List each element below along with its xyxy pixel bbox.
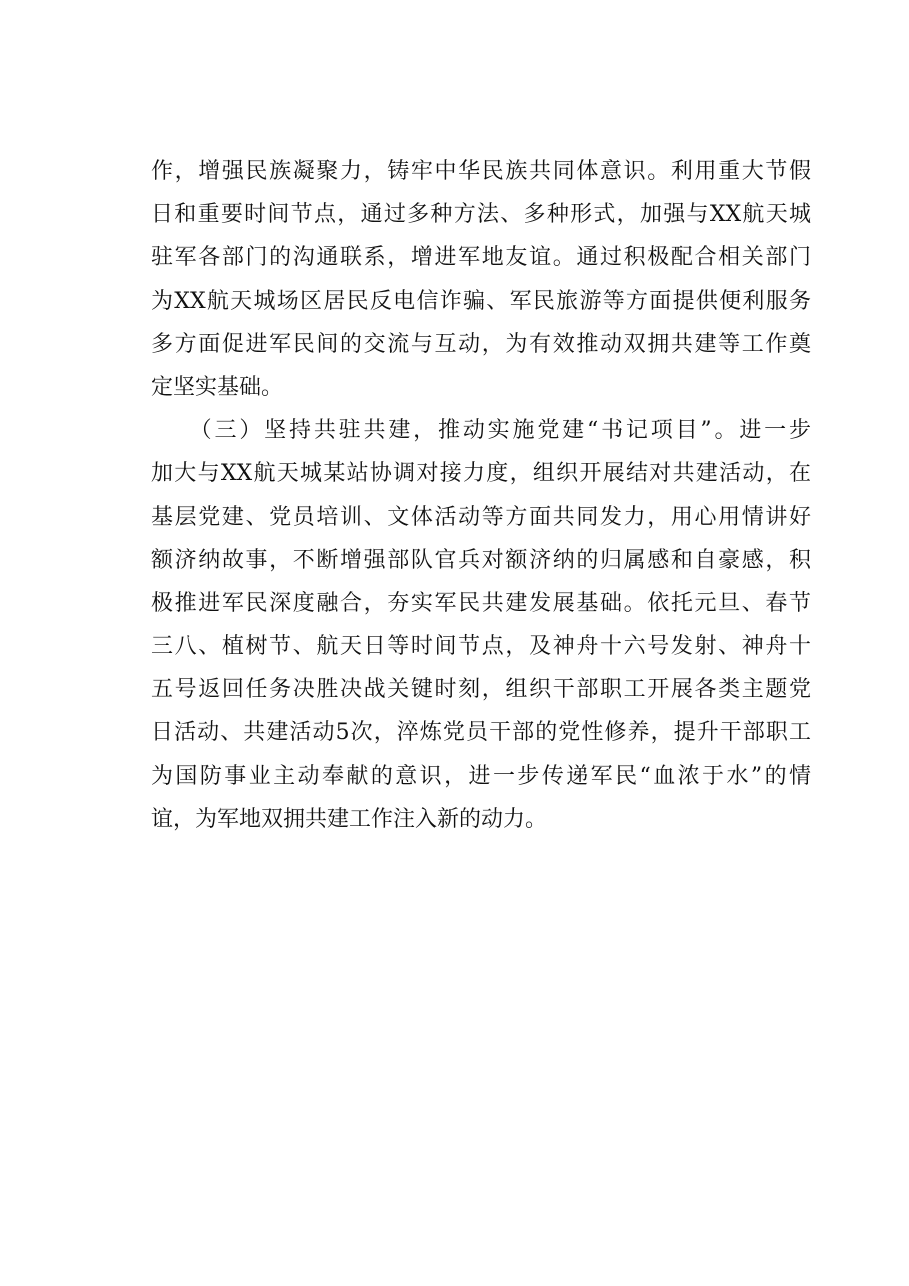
text-line: 为XX航天城场区居民反电信诈骗、军民旅游等方面提供便利服务 (151, 288, 811, 314)
paragraph-2 (151, 409, 811, 841)
text-line: 多方面促进军民间的交流与互动，为有效推动双拥共建等工作奠 (151, 331, 811, 357)
text-line: 日和重要时间节点，通过多种方法、多种形式，加强与XX航天城 (151, 202, 811, 228)
text-line: （三）坚持共驻共建，推动实施党建“书记项目”。进一步 (151, 418, 811, 444)
document-body (151, 150, 811, 841)
text-line: 三八、植树节、航天日等时间节点，及神舟十六号发射、神舟十 (151, 634, 811, 660)
text-line: 基层党建、党员培训、文体活动等方面共同发力，用心用情讲好 (151, 504, 811, 530)
text-line: 额济纳故事，不断增强部队官兵对额济纳的归属感和自豪感，积 (151, 547, 811, 573)
text-line: 加大与XX航天城某站协调对接力度，组织开展结对共建活动，在 (151, 461, 811, 487)
text-line: 极推进军民深度融合，夯实军民共建发展基础。依托元旦、春节 (151, 590, 811, 616)
text-line: 谊，为军地双拥共建工作注入新的动力。 (151, 806, 548, 832)
text-line: 为国防事业主动奉献的意识，进一步传递军民“血浓于水”的情 (151, 763, 811, 789)
text-line: 日活动、共建活动5次，淬炼党员干部的党性修养，提升干部职工 (151, 720, 811, 746)
text-line: 作，增强民族凝聚力，铸牢中华民族共同体意识。利用重大节假 (151, 159, 811, 184)
text-line: 五号返回任务决胜决战关键时刻，组织干部职工开展各类主题党 (151, 677, 811, 703)
text-line: 定坚实基础。 (151, 374, 284, 400)
paragraph-1 (151, 150, 811, 409)
text-line: 驻军各部门的沟通联系，增进军地友谊。通过积极配合相关部门 (151, 245, 811, 271)
